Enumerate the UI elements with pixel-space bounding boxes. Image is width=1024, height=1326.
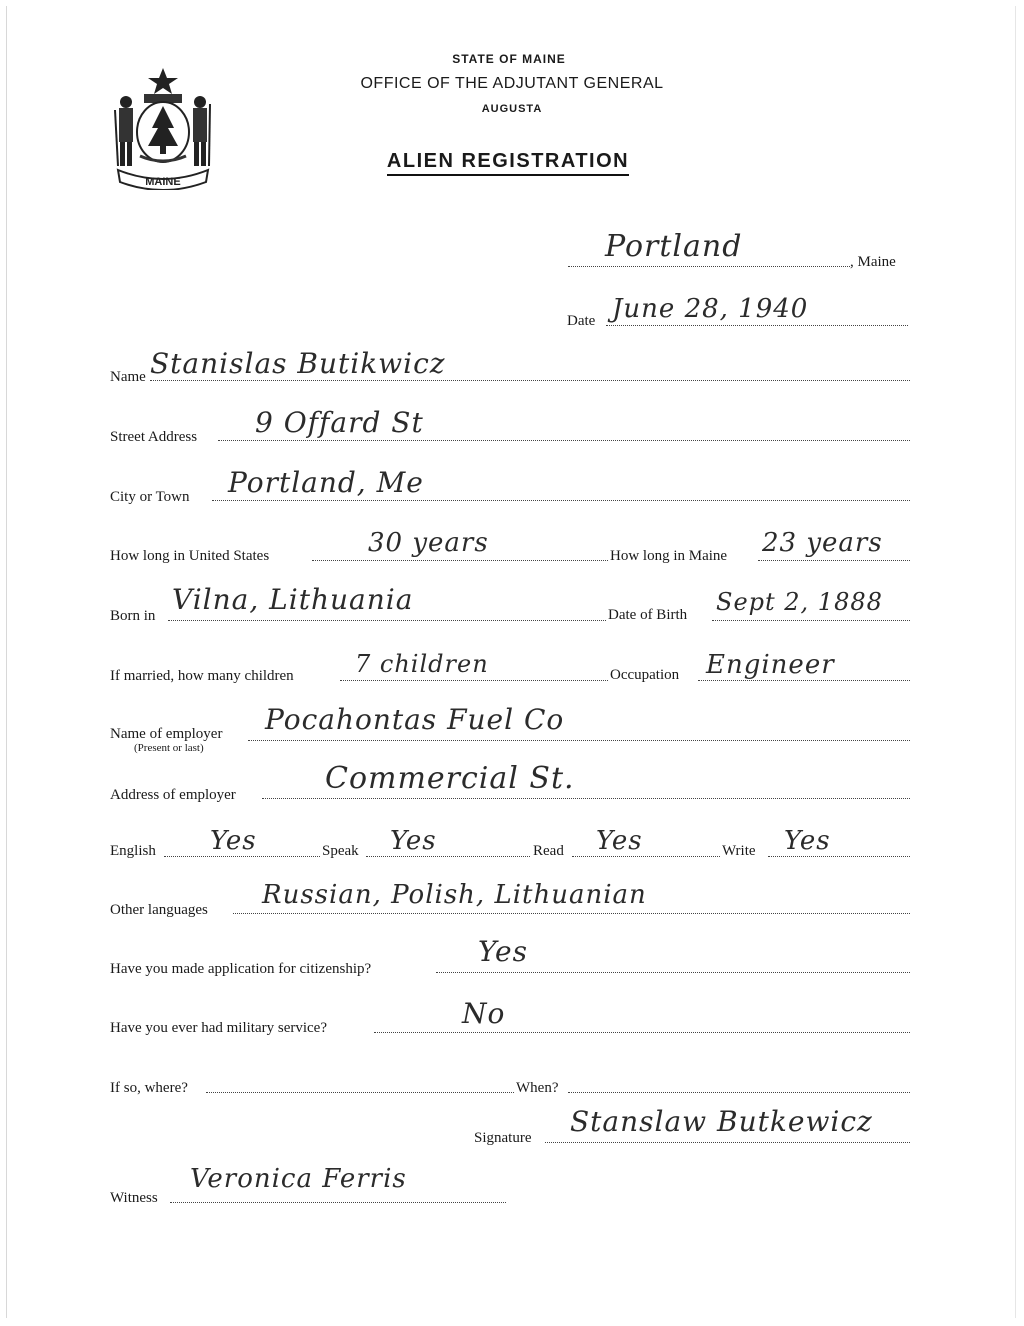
write-line[interactable]: [768, 856, 910, 857]
signature-label: Signature: [474, 1130, 532, 1146]
other-languages-value: Russian, Polish, Lithuanian: [262, 880, 647, 910]
speak-value: Yes: [390, 826, 437, 856]
witness-label: Witness: [110, 1190, 158, 1206]
employer-address-label: Address of employer: [110, 787, 236, 803]
office-heading: OFFICE OF THE ADJUTANT GENERAL: [360, 75, 664, 92]
employer-line[interactable]: [248, 740, 910, 741]
street-address-label: Street Address: [110, 429, 198, 445]
if-so-where-label: If so, where?: [110, 1080, 188, 1096]
employer-value: Pocahontas Fuel Co: [265, 703, 565, 736]
citizenship-line[interactable]: [436, 972, 910, 973]
city-heading: AUGUSTA: [481, 103, 543, 115]
place-value: Portland: [605, 229, 743, 264]
employer-sublabel: (Present or last): [134, 742, 204, 754]
city-or-town-value: Portland, Me: [228, 466, 424, 499]
employer-address-value: Commercial St.: [325, 761, 575, 796]
signature-line[interactable]: [545, 1142, 910, 1143]
other-languages-line[interactable]: [233, 913, 910, 914]
other-languages-label: Other languages: [110, 902, 208, 918]
name-value: Stanislas Butikwicz: [150, 347, 446, 380]
date-line[interactable]: [606, 325, 908, 326]
write-label: Write: [722, 843, 756, 859]
citizenship-label: Have you made application for citizenship?: [110, 961, 372, 977]
born-in-value: Vilna, Lithuania: [172, 583, 414, 616]
born-in-line[interactable]: [168, 620, 606, 621]
how-long-maine-label: How long in Maine: [610, 548, 728, 564]
military-label: Have you ever had military service?: [110, 1020, 327, 1036]
if-so-where-line[interactable]: [206, 1092, 514, 1093]
speak-line[interactable]: [366, 856, 530, 857]
when-line[interactable]: [568, 1092, 910, 1093]
date-label: Date: [567, 313, 596, 329]
born-in-label: Born in: [110, 608, 156, 624]
read-label: Read: [533, 843, 564, 859]
employer-address-line[interactable]: [262, 798, 910, 799]
date-of-birth-value: Sept 2, 1888: [716, 588, 883, 616]
place-suffix: , Maine: [850, 254, 896, 270]
english-line[interactable]: [164, 856, 320, 857]
witness-value: Veronica Ferris: [190, 1164, 407, 1194]
read-value: Yes: [596, 826, 643, 856]
children-label: If married, how many children: [110, 668, 294, 684]
signature-value: Stanslaw Butkewicz: [570, 1105, 873, 1138]
date-value: June 28, 1940: [612, 294, 809, 324]
city-or-town-label: City or Town: [110, 489, 190, 505]
state-heading: STATE OF MAINE: [452, 52, 566, 66]
form-title-text: ALIEN REGISTRATION: [387, 150, 629, 176]
english-label: English: [110, 843, 156, 859]
occupation-label: Occupation: [610, 667, 680, 683]
speak-label: Speak: [322, 843, 359, 859]
date-of-birth-label: Date of Birth: [608, 607, 688, 623]
employer-label: Name of employer: [110, 726, 223, 742]
form-title: [0, 150, 1020, 173]
city-or-town-line[interactable]: [212, 500, 910, 501]
how-long-maine-line[interactable]: [758, 560, 910, 561]
place-line[interactable]: [568, 266, 850, 267]
children-value: 7 children: [355, 650, 489, 678]
street-address-line[interactable]: [218, 440, 910, 441]
read-line[interactable]: [572, 856, 720, 857]
street-address-value: 9 Offard St: [255, 406, 424, 439]
occupation-line[interactable]: [698, 680, 910, 681]
occupation-value: Engineer: [706, 650, 835, 680]
date-of-birth-line[interactable]: [712, 620, 910, 621]
how-long-us-label: How long in United States: [110, 548, 270, 564]
military-line[interactable]: [374, 1032, 910, 1033]
how-long-us-value: 30 years: [368, 528, 489, 558]
seal-banner-text: MAINE: [145, 176, 181, 188]
name-label: Name: [110, 369, 146, 385]
when-label: When?: [516, 1080, 559, 1096]
children-line[interactable]: [340, 680, 608, 681]
witness-line[interactable]: [170, 1202, 506, 1203]
how-long-us-line[interactable]: [312, 560, 608, 561]
write-value: Yes: [784, 826, 831, 856]
name-line[interactable]: [150, 380, 910, 381]
citizenship-value: Yes: [478, 935, 528, 968]
how-long-maine-value: 23 years: [762, 528, 883, 558]
military-value: No: [462, 997, 506, 1030]
english-value: Yes: [210, 826, 257, 856]
